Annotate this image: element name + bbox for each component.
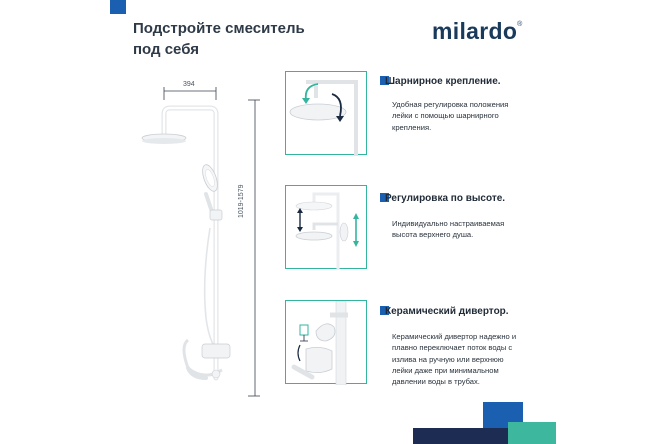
- feature-thumbnail-swivel: [285, 71, 367, 155]
- height-adjust-icon: [286, 186, 368, 270]
- diverter-icon: [286, 301, 368, 385]
- registered-mark: ®: [517, 21, 523, 29]
- brand-logo: [432, 18, 523, 45]
- description-line: Удобная регулировка положения: [392, 100, 509, 109]
- description-line: плавно переключает поток воды с: [392, 343, 513, 353]
- shower-system-illustration: [140, 78, 280, 408]
- feature-title-diverter: Керамический дивертор.: [385, 306, 509, 317]
- feature-title-swivel: Шарнирное крепление.: [385, 76, 501, 87]
- feature-title-height: Регулировка по высоте.: [385, 193, 506, 204]
- description-line: лейки с помощью шарнирного: [392, 111, 499, 121]
- corner-accent-square: [110, 0, 126, 14]
- decorative-block-navy: [413, 428, 513, 444]
- width-dimension-label: 394: [183, 81, 195, 88]
- page-title: [133, 18, 393, 60]
- shower-system-drawing: [140, 78, 280, 408]
- description-line: лейки даже при минимальном: [392, 365, 499, 375]
- brand-name: milardo: [432, 18, 518, 44]
- feature-description-diverter: [392, 331, 552, 387]
- description-line: излива на ручную или верхнюю: [392, 354, 504, 364]
- height-dimension-label: 1019-1579: [238, 184, 245, 218]
- feature-description-swivel: [392, 99, 552, 133]
- description-line: Индивидуально настраиваемая: [392, 219, 505, 228]
- description-line: Керамический дивертор надежно и: [392, 332, 517, 341]
- description-line: крепления.: [392, 122, 432, 132]
- swivel-joint-icon: [286, 72, 368, 156]
- decorative-block-teal: [508, 422, 556, 444]
- page-title-line-1: Подстройте смеситель: [133, 20, 305, 37]
- feature-thumbnail-height: [285, 185, 367, 269]
- description-line: высота верхнего душа.: [392, 230, 474, 240]
- page-title-line-2: под себя: [133, 41, 200, 58]
- description-line: давлении воды в трубах.: [392, 377, 480, 387]
- feature-description-height: [392, 218, 552, 241]
- feature-thumbnail-diverter: [285, 300, 367, 384]
